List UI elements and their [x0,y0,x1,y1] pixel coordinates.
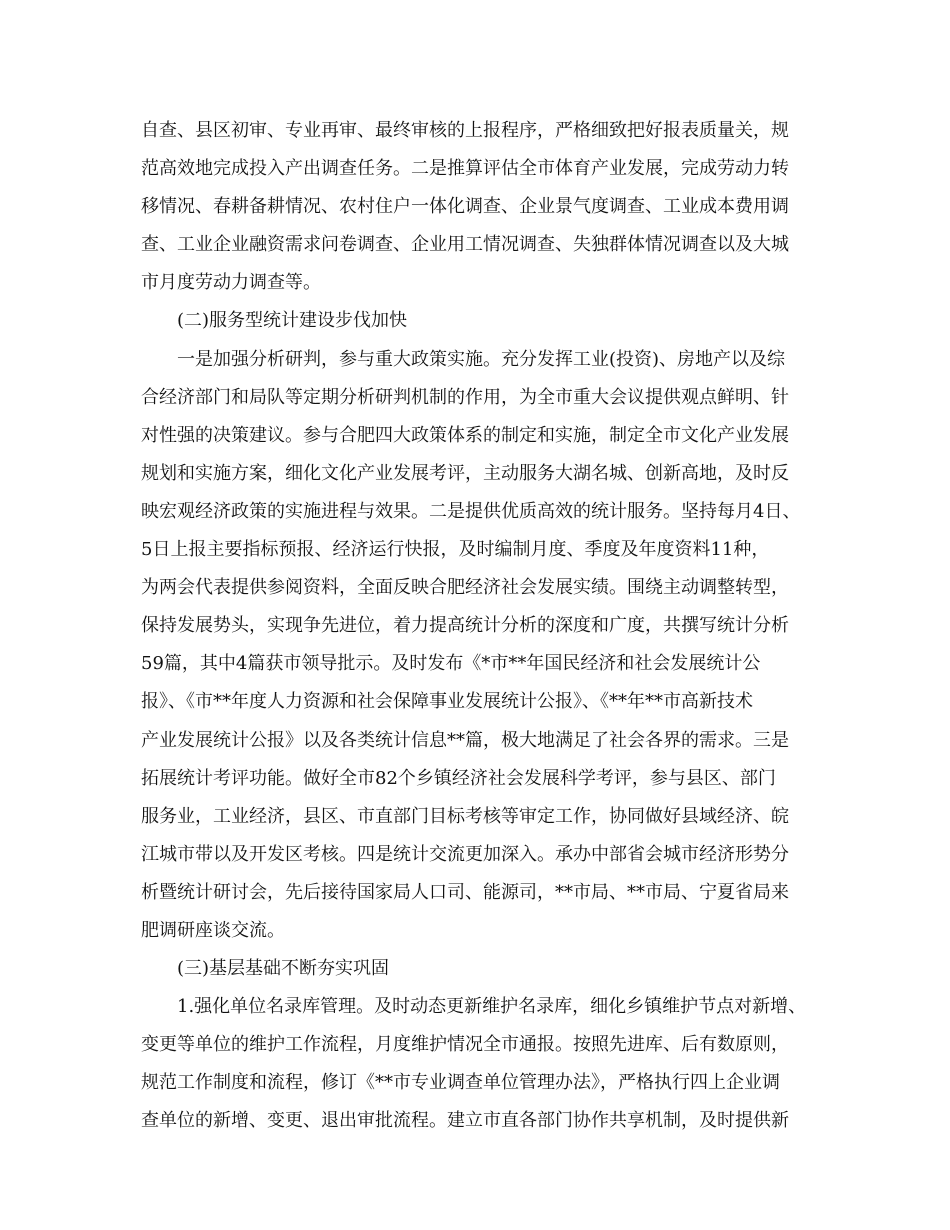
text-line: 一是加强分析研判，参与重大政策实施。充分发挥工业(投资)、房地产以及综 [177,348,786,370]
text-line: 1.强化单位名录库管理。及时动态更新维护名录库，细化乡镇维护节点对新增、 [177,996,807,1018]
text-line: 变更等单位的维护工作流程，月度维护情况全市通报。按照先进库、后有数原则， [141,1034,789,1056]
text-line: 保持发展势头，实现争先进位，着力提高统计分析的深度和广度，共撰写统计分析 [141,615,789,637]
text-line: 析暨统计研讨会，先后接待国家局人口司、能源司，**市局、**市局、宁夏省局来 [141,881,789,903]
text-line: 拓展统计考评功能。做好全市82个乡镇经济社会发展科学考评，参与县区、部门 [141,767,776,789]
text-line: 查、工业企业融资需求问卷调查、企业用工情况调查、失独群体情况调查以及大城 [141,234,789,256]
text-line: 59篇，其中4篇获市领导批示。及时发布《*市**年国民经济和社会发展统计公 [141,653,761,675]
text-line: 为两会代表提供参阅资料，全面反映合肥经济社会发展实绩。围绕主动调整转型， [141,577,789,599]
text-line: 查单位的新增、变更、退出审批流程。建立市直各部门协作共享机制，及时提供新 [141,1110,789,1132]
section-heading: (三)基层基础不断夯实巩固 [177,958,390,980]
text-line: 规划和实施方案，细化文化产业发展考评，主动服务大湖名城、创新高地，及时反 [141,462,789,484]
document-body [141,112,811,1141]
text-line: 合经济部门和局队等定期分析研判机制的作用，为全市重大会议提供观点鲜明、针 [141,386,789,408]
text-line: 移情况、春耕备耕情况、农村住户一体化调查、企业景气度调查、工业成本费用调 [141,196,789,218]
text-line: 产业发展统计公报》以及各类统计信息**篇，极大地满足了社会各界的需求。三是 [141,729,789,751]
text-line: 对性强的决策建议。参与合肥四大政策体系的制定和实施，制定全市文化产业发展 [141,424,789,446]
text-line: 江城市带以及开发区考核。四是统计交流更加深入。承办中部省会城市经济形势分 [141,843,789,865]
section-heading: (二)服务型统计建设步伐加快 [177,310,408,332]
text-line: 规范工作制度和流程，修订《**市专业调查单位管理办法》，严格执行四上企业调 [141,1072,780,1094]
text-line: 自查、县区初审、专业再审、最终审核的上报程序，严格细致把好报表质量关，规 [141,120,789,141]
text-line: 映宏观经济政策的实施进程与效果。二是提供优质高效的统计服务。坚持每月4日、 [141,500,801,522]
text-line: 市月度劳动力调查等。 [141,272,321,294]
text-line: 5日上报主要指标预报、经济运行快报，及时编制月度、季度及年度资料11种， [141,539,770,561]
text-line: 报》、《市**年度人力资源和社会保障事业发展统计公报》、《**年**市高新技术 [141,691,753,713]
text-line: 范高效地完成投入产出调查任务。二是推算评估全市体育产业发展，完成劳动力转 [141,158,789,180]
text-line: 肥调研座谈交流。 [141,919,285,941]
text-line: 服务业，工业经济，县区、市直部门目标考核等审定工作，协同做好县域经济、皖 [141,805,789,827]
